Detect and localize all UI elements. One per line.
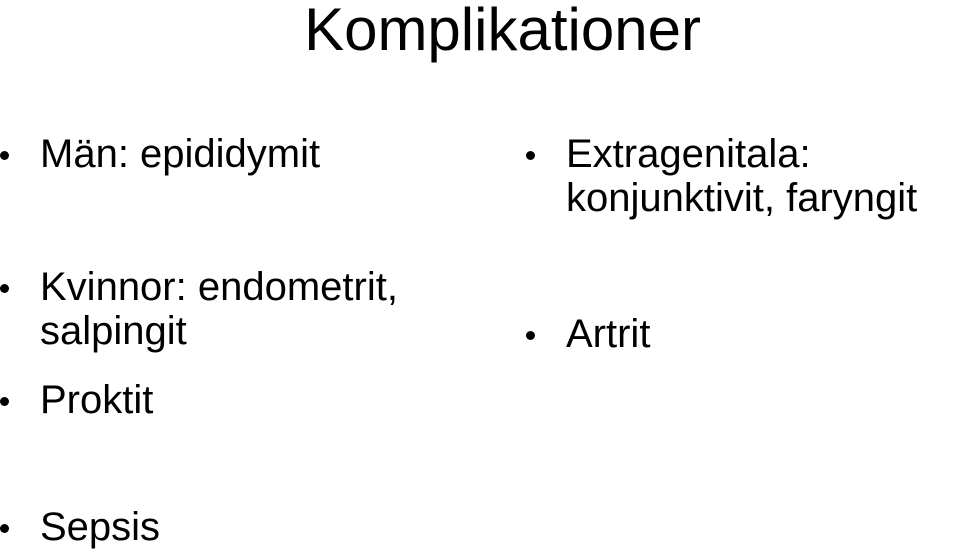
slide-title: Komplikationer (304, 0, 701, 63)
bullet-dot-icon (0, 524, 9, 533)
bullet-text-line1: Kvinnor: endometrit, (40, 265, 398, 309)
bullet-item-proctitis (40, 378, 153, 422)
bullet-dot-icon (0, 151, 9, 160)
bullet-dot-icon (0, 284, 9, 293)
bullet-item-women (40, 265, 398, 353)
bullet-text-line2: salpingit (40, 309, 187, 353)
bullet-item-sepsis (40, 505, 160, 549)
bullet-text: Artrit (566, 312, 651, 356)
bullet-text-line2: konjunktivit, faryngit (566, 176, 918, 220)
bullet-text: Män: epididymit (40, 132, 321, 176)
bullet-text: Proktit (40, 378, 154, 422)
bullet-item-men (40, 132, 320, 176)
bullet-text-line1: Extragenitala: (566, 132, 811, 176)
bullet-dot-icon (526, 331, 535, 340)
bullet-text: Sepsis (40, 505, 161, 549)
bullet-item-arthritis (566, 312, 650, 356)
bullet-dot-icon (526, 151, 535, 160)
bullet-dot-icon (0, 397, 9, 406)
bullet-item-extragenital (566, 132, 917, 220)
